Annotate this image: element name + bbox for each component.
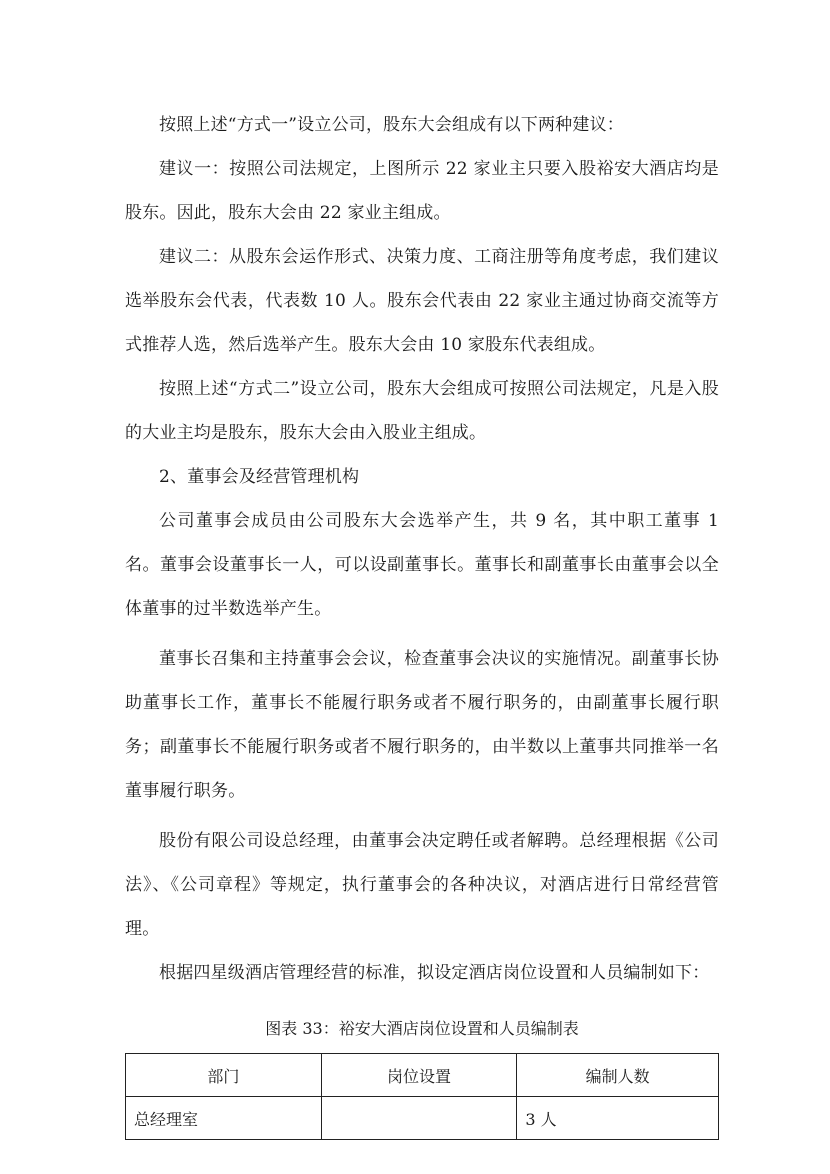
paragraph: 按照上述“方式二”设立公司，股东大会组成可按照公司法规定，凡是入股的大业主均是股东，股东大会由入股业主组成。 bbox=[125, 379, 719, 443]
paragraph: 董事长召集和主持董事会会议，检查董事会决议的实施情况。副董事长协助董事长工作，董事长不能履行职务或者不履行职务的，由副董事长履行职务；副董事长不能履行职务或者不履行职务的，由半数以上董事共同推举一名董事履行职务。 bbox=[125, 649, 719, 801]
table-caption: 图表 33：裕安大酒店岗位设置和人员编制表 bbox=[265, 1019, 579, 1038]
table-header-cell: 编制人数 bbox=[517, 1054, 719, 1097]
paragraph: 根据四星级酒店管理经营的标准，拟设定酒店岗位设置和人员编制如下： bbox=[159, 963, 710, 983]
table-cell bbox=[321, 1097, 517, 1140]
paragraph: 建议二：从股东会运作形式、决策力度、工商注册等角度考虑，我们建议选举股东会代表，代表数 10 人。股东会代表由 22 家业主通过协商交流等方式推荐人选，然后选举产生。股东大会由 10 家股东代表组成。 bbox=[125, 247, 719, 355]
section-heading: 2、董事会及经营管理机构 bbox=[159, 467, 360, 487]
paragraph: 按照上述“方式一”设立公司，股东大会组成有以下两种建议： bbox=[159, 115, 624, 135]
staffing-table bbox=[125, 1053, 719, 1140]
paragraph: 公司董事会成员由公司股东大会选举产生，共 9 名，其中职工董事 1 名。董事会设董事长一人，可以设副董事长。董事长和副董事长由董事会以全体董事的过半数选举产生。 bbox=[125, 511, 719, 619]
table-header-cell: 部门 bbox=[126, 1054, 322, 1097]
table-header-cell: 岗位设置 bbox=[321, 1054, 517, 1097]
paragraph: 股份有限公司设总经理，由董事会决定聘任或者解聘。总经理根据《公司法》、《公司章程》等规定，执行董事会的各种决议，对酒店进行日常经营管理。 bbox=[125, 831, 719, 939]
table-header-row bbox=[126, 1054, 719, 1097]
table-cell: 总经理室 bbox=[126, 1097, 322, 1140]
paragraph: 建议一：按照公司法规定，上图所示 22 家业主只要入股裕安大酒店均是股东。因此，股东大会由 22 家业主组成。 bbox=[125, 159, 719, 223]
table-cell: 3 人 bbox=[517, 1097, 719, 1140]
table-row bbox=[126, 1097, 719, 1140]
document-body bbox=[125, 103, 719, 1140]
